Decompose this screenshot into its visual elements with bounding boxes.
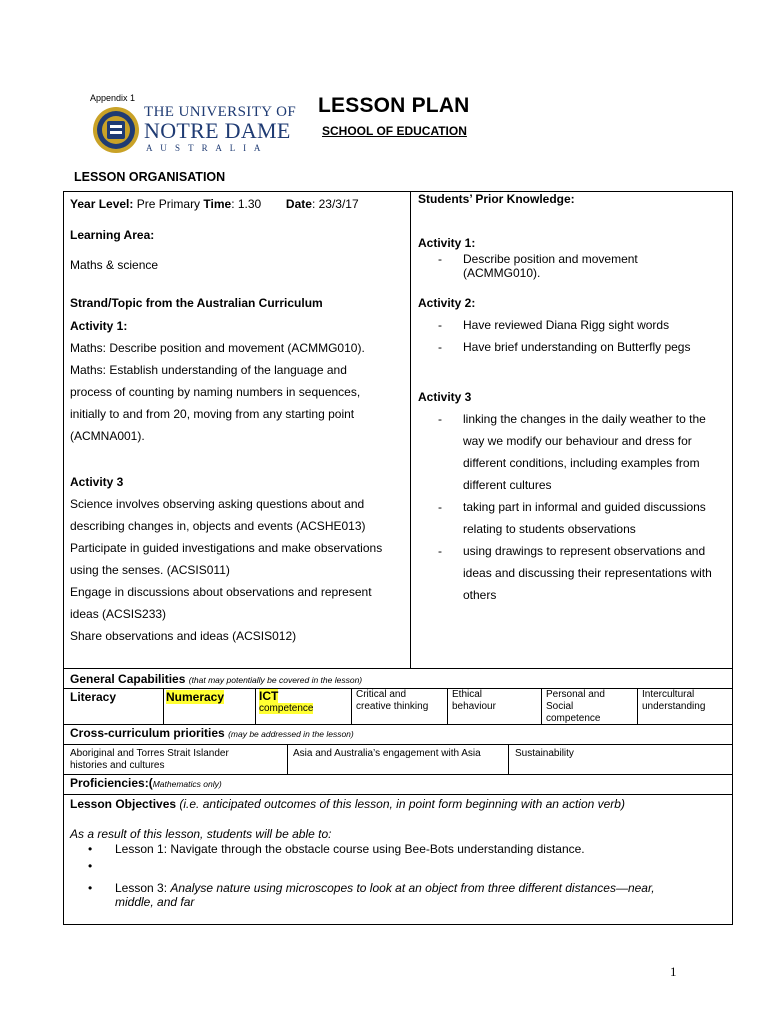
text-line: Engage in discussions about observations and represent (70, 585, 372, 599)
general-capabilities-note: (that may potentially be covered in the lesson) (188, 675, 363, 685)
capability-ict (259, 689, 313, 714)
list-item (418, 452, 733, 474)
prior-knowledge-label: Students’ Prior Knowledge: (418, 192, 575, 206)
general-capabilities-label: General Capabilities (70, 672, 186, 686)
strand-label: Strand/Topic from the Australian Curriculum (70, 296, 323, 310)
right-activity2-list (418, 314, 728, 358)
text-line: process of counting by naming numbers in sequences, (70, 385, 361, 399)
text-line: Participate in guided investigations and make observations (70, 541, 383, 555)
time-label: Time (203, 197, 232, 211)
proficiencies-label: Proficiencies:( (70, 776, 153, 790)
list-item (418, 266, 728, 280)
right-activity3-list (418, 408, 733, 606)
dash-marker: - (438, 544, 442, 558)
objectives-list (88, 842, 655, 909)
left-activity3-label: Activity 3 (70, 475, 124, 489)
capability-personal (546, 689, 605, 725)
page-title: LESSON PLAN (318, 94, 470, 117)
left-activity3-text (70, 493, 382, 647)
text-line: Science involves observing asking questions about and (70, 497, 365, 511)
left-activity1-label: Activity 1: (70, 319, 128, 333)
lesson-objectives-note: (i.e. anticipated outcomes of this lesson, in point form beginning with an action verb) (179, 797, 625, 811)
proficiencies-row (70, 776, 222, 790)
university-name-line1: THE UNIVERSITY OF (144, 104, 297, 120)
text-line: taking part in informal and guided discussions (463, 500, 706, 514)
cell-divider (255, 688, 256, 724)
dash-marker: - (438, 500, 442, 514)
text-line: behaviour (452, 701, 496, 712)
appendix-label: Appendix 1 (90, 93, 136, 103)
cell-divider (447, 688, 448, 724)
right-activity2-label: Activity 2: (418, 296, 476, 310)
text-line: competence (546, 713, 601, 724)
bullet-marker: • (88, 881, 93, 895)
page-subtitle: SCHOOL OF EDUCATION (322, 124, 467, 138)
text-line: Social (546, 701, 574, 712)
list-item (418, 336, 728, 358)
year-level-label: Year Level: (70, 197, 134, 211)
date-value: : 23/3/17 (311, 197, 359, 211)
general-capabilities-row (70, 672, 362, 686)
date-label: Date (285, 197, 312, 211)
text-line: Critical and (356, 689, 407, 700)
capability-numeracy (166, 690, 224, 704)
list-item (88, 881, 655, 909)
text-line: linking the changes in the daily weather to the (463, 412, 706, 426)
text-line: Maths: Describe position and movement (ACMMG010). (70, 341, 365, 355)
text-line: different conditions, including examples from (463, 456, 700, 470)
list-item (418, 252, 728, 266)
cell-divider (637, 688, 638, 724)
row-divider (63, 724, 733, 725)
university-name-line2: NOTRE DAME (144, 118, 291, 143)
list-item (418, 562, 733, 584)
text-line: (ACMNA001). (70, 429, 145, 443)
right-activity1-label: Activity 1: (418, 236, 476, 250)
dash-marker: - (438, 412, 442, 426)
text-line: Describe position and movement (463, 252, 638, 266)
capability-critical (356, 689, 428, 713)
priority-sustainability: Sustainability (515, 748, 574, 759)
year-level-row (70, 193, 359, 215)
learning-area-label: Learning Area: (70, 228, 155, 242)
text-line: ideas (ACSIS233) (70, 607, 167, 621)
dash-marker: - (438, 252, 442, 266)
numeracy-highlight: Numeracy (166, 690, 225, 704)
cell-divider (508, 744, 509, 774)
year-level-value: Pre Primary (136, 197, 201, 211)
text-line: (ACMMG010). (463, 266, 541, 280)
objective-text: middle, and far (115, 895, 195, 909)
cell-divider (163, 688, 164, 724)
row-divider (63, 774, 733, 775)
text-line: others (463, 588, 497, 602)
row-divider (63, 744, 733, 745)
text-line: Aboriginal and Torres Strait Islander (70, 748, 229, 759)
list-item (418, 540, 733, 562)
text-line: initially to and from 20, moving from any starting point (70, 407, 355, 421)
bullet-marker: • (88, 842, 93, 856)
column-divider (410, 191, 411, 668)
objective-text: Analyse nature using microscopes to look at an object from three different distances—near, (170, 881, 655, 895)
objective-prefix: Lesson 3: (115, 881, 171, 895)
dash-marker: - (438, 340, 442, 354)
list-item (418, 430, 733, 452)
section-heading: LESSON ORGANISATION (74, 170, 226, 184)
lesson-objectives-row (70, 797, 625, 811)
objective-text: Lesson 1: Navigate through the obstacle course using Bee-Bots understanding distance. (115, 842, 585, 856)
right-activity3-label: Activity 3 (418, 390, 472, 404)
list-item (418, 408, 733, 430)
text-line: understanding (642, 701, 706, 712)
text-line: histories and cultures (70, 760, 165, 771)
text-line: Share observations and ideas (ACSIS012) (70, 629, 297, 643)
cell-divider (541, 688, 542, 724)
list-item (88, 859, 655, 873)
text-line: describing changes in, objects and events (ACSHE013) (70, 519, 366, 533)
objectives-intro: As a result of this lesson, students will be able to: (70, 827, 332, 841)
row-divider (63, 668, 733, 669)
page-number: 1 (670, 964, 677, 979)
cross-curriculum-label: Cross-curriculum priorities (70, 726, 225, 740)
lesson-objectives-label: Lesson Objectives (70, 797, 177, 811)
proficiencies-note: Mathematics only) (152, 779, 222, 789)
cell-divider (287, 744, 288, 774)
bullet-marker: • (88, 859, 93, 873)
text-line: Have brief understanding on Butterfly pegs (463, 340, 691, 354)
cross-curriculum-note: (may be addressed in the lesson) (228, 729, 354, 739)
right-activity1-text (418, 252, 728, 280)
ict-sub: competence (259, 703, 314, 714)
text-line: relating to students observations (463, 522, 636, 536)
row-divider (63, 794, 733, 795)
capability-intercultural (642, 689, 705, 713)
university-logo (92, 104, 297, 156)
university-name-line3: A U S T R A L I A (146, 143, 264, 153)
text-line: Have reviewed Diana Rigg sight words (463, 318, 670, 332)
text-line: creative thinking (356, 701, 429, 712)
left-activity1-text (70, 337, 365, 447)
text-line: different cultures (463, 478, 552, 492)
text-line: using drawings to represent observations and (463, 544, 706, 558)
cell-divider (351, 688, 352, 724)
text-line: Maths: Establish understanding of the language and (70, 363, 347, 377)
time-value: : 1.30 (231, 197, 262, 211)
text-line: ideas and discussing their representations with (463, 566, 712, 580)
list-item (418, 518, 733, 540)
text-line: Ethical (452, 689, 483, 700)
dash-marker: - (438, 318, 442, 332)
list-item (418, 474, 733, 496)
text-line: Personal and (546, 689, 605, 700)
list-item (418, 496, 733, 518)
cross-curriculum-row (70, 726, 354, 740)
list-item (418, 584, 733, 606)
priority-asia: Asia and Australia’s engagement with Asia (293, 748, 481, 759)
text-line: Intercultural (642, 689, 695, 700)
capability-ethical (452, 689, 496, 713)
ict-label: ICT (259, 689, 279, 703)
priority-aboriginal (70, 748, 229, 772)
text-line: using the senses. (ACSIS011) (70, 563, 230, 577)
list-item (88, 842, 655, 856)
text-line: way we modify our behaviour and dress for (463, 434, 692, 448)
capability-literacy: Literacy (70, 690, 117, 704)
list-item (418, 314, 728, 336)
learning-area-value: Maths & science (70, 258, 159, 272)
